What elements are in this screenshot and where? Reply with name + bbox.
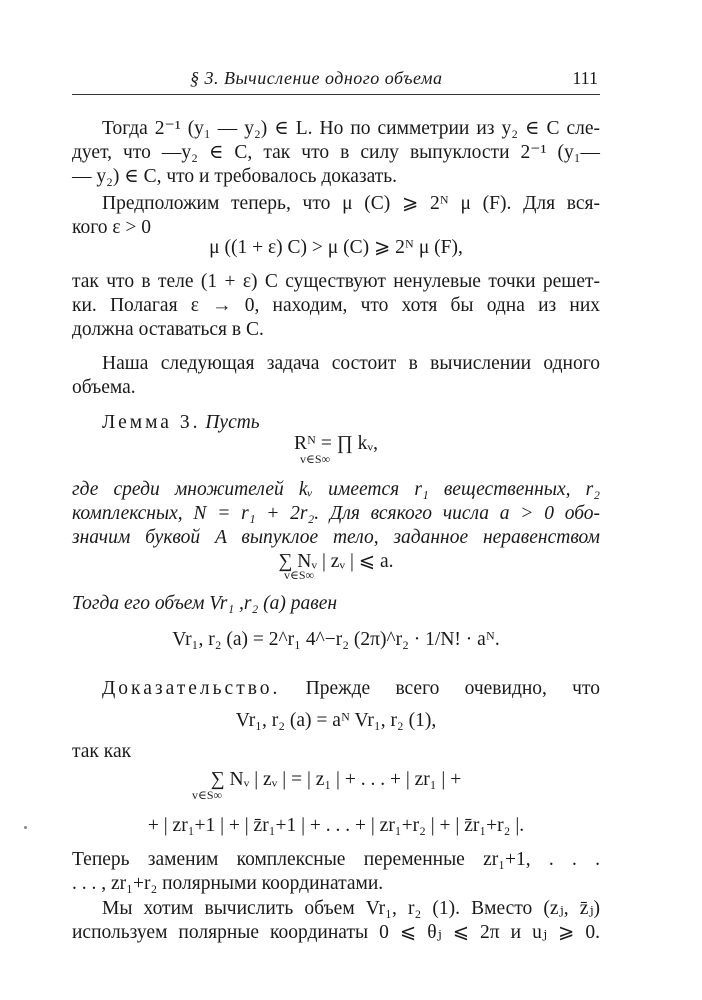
page-number: 111 bbox=[572, 68, 598, 88]
proof-label: Доказательство. bbox=[102, 678, 281, 699]
text-line: дует, что —y₂ ∈ C, так что в силу выпуклости 2⁻¹ (y₁— bbox=[72, 142, 600, 163]
margin-speck bbox=[24, 826, 27, 829]
text-line: где среди множителей kᵥ имеется r₁ вещественных, r₂ bbox=[72, 479, 600, 500]
section-title: § 3. Вычисление одного объема bbox=[190, 68, 443, 88]
text-line: . . . , zr₁+r₂ полярными координатами. bbox=[72, 873, 384, 894]
text-line: так как bbox=[72, 741, 132, 762]
lemma-statement-start: Пусть bbox=[200, 412, 260, 433]
proof-text bbox=[102, 678, 600, 699]
display-formula: Vr₁, r₂ (a) = aᴺ Vr₁, r₂ (1), bbox=[235, 710, 437, 731]
text-line: Тогда 2⁻¹ (y₁ — y₂) ∈ L. Но по симметрии из y₂ ∈ C сле- bbox=[102, 118, 600, 139]
display-formula: ∑ Nᵥ | zᵥ | = | z₁ | + . . . + | zr₁ | + bbox=[210, 769, 462, 790]
proof-sentence: Прежде всего очевидно, что bbox=[280, 678, 600, 699]
display-formula: + | zr₁+1 | + | z̄r₁+1 | + . . . + | zr₁+r₂ | + | z̄r₁+r₂ |. bbox=[147, 815, 525, 836]
text-line: Мы хотим вычислить объем Vr₁, r₂ (1). Вместо (zⱼ, z̄ⱼ) bbox=[102, 898, 600, 919]
text-line: объема. bbox=[72, 377, 136, 398]
proof-line bbox=[102, 677, 600, 701]
display-formula: ∑ Nᵥ | zᵥ | ⩽ a. bbox=[278, 551, 394, 572]
text-line: Тогда его объем Vr₁ ,r₂ (a) равен bbox=[72, 593, 338, 614]
display-formula: Rᴺ = ∏ kᵥ, bbox=[293, 433, 379, 454]
formula-subscript: v∈S∞ bbox=[284, 568, 315, 582]
text-line: — y₂) ∈ C, что и требовалось доказать. bbox=[72, 166, 398, 187]
text-line: Наша следующая задача состоит в вычислении одного bbox=[102, 353, 600, 374]
text-line: Теперь заменим комплексные переменные zr₁+1, . . . bbox=[72, 849, 600, 870]
text-line: должна оставаться в C. bbox=[72, 319, 264, 340]
text-line: так что в теле (1 + ε) C существуют ненулевые точки решет- bbox=[72, 271, 600, 292]
text-line: кого ε > 0 bbox=[72, 217, 152, 238]
text-line: используем полярные координаты 0 ⩽ θⱼ ⩽ 2π и uⱼ ⩾ 0. bbox=[72, 922, 600, 943]
display-formula: Vr₁, r₂ (a) = 2^r₁ 4^−r₂ (2π)^r₂ · 1/N! · aᴺ. bbox=[172, 629, 500, 650]
display-formula: μ ((1 + ε) C) > μ (C) ⩾ 2ᴺ μ (F), bbox=[209, 237, 463, 258]
running-header bbox=[72, 66, 600, 92]
text-line: комплексных, N = r₁ + 2r₂. Для всякого числа a > 0 обо- bbox=[72, 503, 600, 524]
formula-subscript: v∈S∞ bbox=[300, 452, 331, 466]
text-line: Предположим теперь, что μ (C) ⩾ 2ᴺ μ (F). Для вся- bbox=[102, 193, 600, 214]
text-line: значим буквой A выпуклое тело, заданное неравенством bbox=[72, 527, 600, 548]
header-rule bbox=[72, 94, 600, 95]
text-line: ки. Полагая ε → 0, находим, что хотя бы одна из них bbox=[72, 295, 600, 316]
formula-subscript: v∈S∞ bbox=[192, 788, 223, 802]
lemma-label: Лемма 3. bbox=[102, 412, 201, 433]
